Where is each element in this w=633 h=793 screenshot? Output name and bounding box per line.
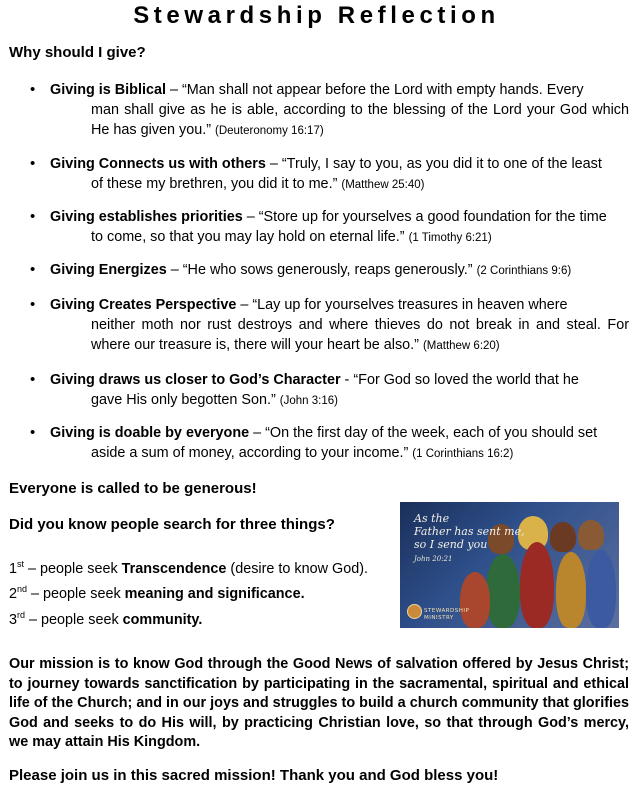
- list-item: [30, 423, 629, 464]
- seek-num: 3: [9, 611, 18, 628]
- caption-line: As the: [414, 512, 450, 525]
- bullet-icon: •: [30, 261, 36, 278]
- seek-ordinal: st: [17, 559, 25, 569]
- seek-line: [9, 559, 368, 577]
- question-heading: Why should I give?: [9, 44, 146, 61]
- scripture-ref: (1 Corinthians 16:2): [412, 448, 514, 460]
- item-heading: Giving Connects us with others: [50, 156, 266, 172]
- closing-line: Please join us in this sacred mission! Thank you and God bless you!: [9, 767, 499, 784]
- item-quote-rest: to come, so that you may lay hold on eternal life.”: [91, 229, 405, 245]
- item-quote-rest: neither moth nor rust destroys and where thieves do not break in and steal. For where our treasure is, there will your heart be also.”: [91, 317, 629, 353]
- seek-num: 2: [9, 585, 18, 602]
- item-quote-start: “For God so loved the world that he: [353, 372, 579, 388]
- bullet-icon: •: [30, 81, 36, 98]
- separator: –: [265, 156, 282, 172]
- bullet-icon: •: [30, 296, 36, 313]
- bullet-icon: •: [30, 208, 36, 225]
- separator: –: [166, 262, 183, 278]
- logo-line: STEWARDSHIP: [424, 608, 470, 614]
- scripture-ref: (John 3:16): [279, 395, 338, 407]
- item-heading: Giving draws us closer to God’s Character: [50, 372, 341, 388]
- seek-bold: Transcendence: [121, 560, 227, 577]
- seek-line: [9, 584, 305, 602]
- separator: –: [236, 297, 253, 313]
- logo-line: MINISTRY: [424, 615, 454, 621]
- item-quote-rest: aside a sum of money, according to your income.”: [91, 445, 409, 461]
- bullet-icon: •: [30, 424, 36, 441]
- item-heading: Giving Creates Perspective: [50, 297, 237, 313]
- bullet-icon: •: [30, 155, 36, 172]
- caption-line: so I send you: [414, 538, 488, 551]
- verse-caption: [414, 512, 525, 566]
- item-quote-start: “Lay up for yourselves treasures in heaven where: [252, 297, 568, 313]
- separator: -: [340, 372, 354, 388]
- item-quote-rest: of these my brethren, you did it to me.”: [91, 176, 338, 192]
- item-quote-rest: gave His only begotten Son.”: [91, 392, 276, 408]
- item-heading: Giving is Biblical: [50, 82, 166, 98]
- seek-ordinal: nd: [17, 584, 28, 594]
- separator: –: [242, 209, 259, 225]
- seek-bold: meaning and significance.: [124, 585, 305, 602]
- seek-tail: (desire to know God).: [226, 560, 369, 577]
- ministry-seal-icon: [407, 604, 422, 619]
- item-quote-start: “He who sows generously, reaps generously.”: [182, 262, 473, 278]
- item-quote-start: “Man shall not appear before the Lord with empty hands. Every: [181, 82, 584, 98]
- icon-image: [400, 502, 619, 628]
- scripture-ref: (1 Timothy 6:21): [408, 232, 492, 244]
- caption-line: Father has sent me,: [414, 525, 525, 538]
- list-item: [30, 80, 629, 141]
- item-quote-start: “On the first day of the week, each of you should set: [265, 425, 598, 441]
- caption-ref: John 20:21: [414, 555, 453, 563]
- seek-ordinal: rd: [17, 610, 26, 620]
- scripture-ref: (Matthew 6:20): [422, 340, 500, 352]
- separator: –: [249, 425, 266, 441]
- mission-statement: Our mission is to know God through the Good News of salvation offered by Jesus Christ; to journey towards sanctification by participating in the sacramental, spiritual and ethical life of the Church; and in our joys and struggles to build a church community that glorifies God and seeks to do His will, by practicing Christian love, so that through God’s mercy, we may attain His Kingdom.: [9, 656, 629, 750]
- scripture-ref: (Deuteronomy 16:17): [215, 125, 324, 137]
- list-item: [30, 207, 629, 248]
- seek-text: – people seek: [25, 611, 123, 628]
- bullet-icon: •: [30, 371, 36, 388]
- item-heading: Giving Energizes: [50, 262, 167, 278]
- list-item: [30, 295, 629, 356]
- item-quote-start: “Truly, I say to you, as you did it to one of the least: [281, 156, 602, 172]
- list-item: [30, 154, 629, 195]
- list-item: [30, 260, 629, 281]
- called-heading: Everyone is called to be generous!: [9, 480, 257, 497]
- scripture-ref: (2 Corinthians 9:6): [476, 265, 572, 277]
- list-item: [30, 370, 629, 411]
- seek-bold: community.: [122, 611, 203, 628]
- item-quote-rest: man shall give as he is able, according to the blessing of the Lord your God which He has given you.”: [91, 102, 629, 138]
- ministry-logo: [424, 608, 469, 622]
- seek-text: – people seek: [27, 585, 125, 602]
- seek-line: [9, 610, 202, 628]
- item-heading: Giving establishes priorities: [50, 209, 243, 225]
- scripture-ref: (Matthew 25:40): [341, 179, 425, 191]
- item-heading: Giving is doable by everyone: [50, 425, 250, 441]
- separator: –: [165, 82, 182, 98]
- seek-num: 1: [9, 560, 18, 577]
- did-you-know-heading: Did you know people search for three things?: [9, 516, 335, 533]
- item-quote-start: “Store up for yourselves a good foundation for the time: [258, 209, 607, 225]
- seek-text: – people seek: [24, 560, 122, 577]
- page-title: Stewardship Reflection: [133, 2, 500, 29]
